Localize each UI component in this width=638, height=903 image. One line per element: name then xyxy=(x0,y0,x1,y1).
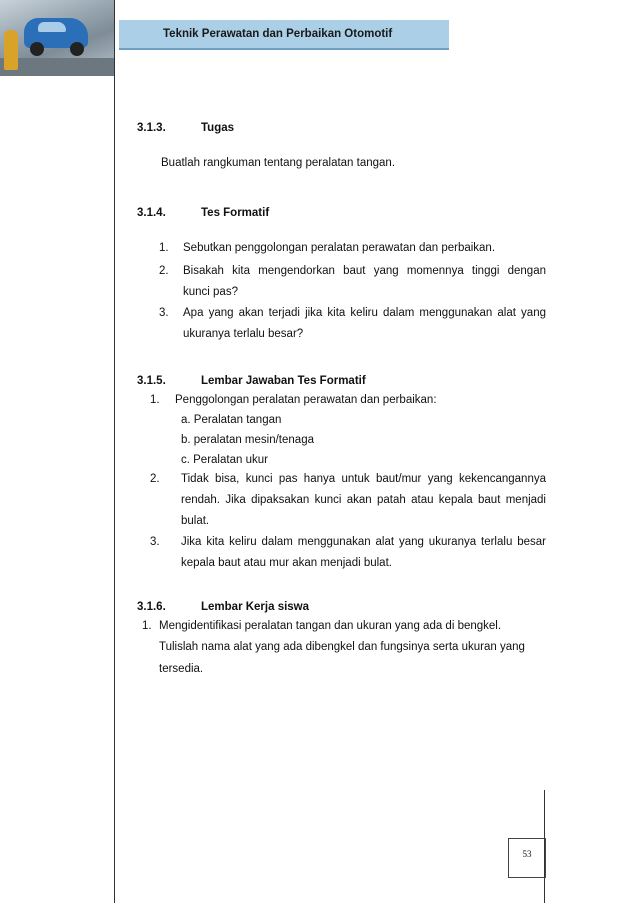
sub-item: c. Peralatan ukur xyxy=(181,454,268,466)
list-item-text: kepala baut atau mur akan menjadi bulat. xyxy=(181,557,392,569)
list-item-number: 3. xyxy=(159,307,169,319)
section-number-313: 3.1.3. xyxy=(137,122,166,134)
page-number: 53 xyxy=(522,849,532,859)
header-workshop-photo xyxy=(0,0,114,76)
margin-rule xyxy=(114,0,115,903)
list-item-text: Penggolongan peralatan perawatan dan perbaikan: xyxy=(175,394,437,406)
list-item-number: 2. xyxy=(159,265,169,277)
section-title-313: Tugas xyxy=(201,122,235,134)
sub-item: b. peralatan mesin/tenaga xyxy=(181,434,314,446)
list-item-text: Bisakah kita mengendorkan baut yang momennya tinggi dengan xyxy=(183,265,546,277)
list-item-number: 3. xyxy=(150,536,160,548)
section-number-316: 3.1.6. xyxy=(137,601,166,613)
list-item-text: Jika kita keliru dalam menggunakan alat yang ukuranya terlalu besar xyxy=(181,536,546,548)
header-title: Teknik Perawatan dan Perbaikan Otomotif xyxy=(163,28,393,40)
photo-wheel xyxy=(70,42,84,56)
section-text-313: Buatlah rangkuman tentang peralatan tangan. xyxy=(161,157,396,169)
section-title-315: Lembar Jawaban Tes Formatif xyxy=(201,375,366,387)
section-number-314: 3.1.4. xyxy=(137,207,166,219)
list-item-text: Mengidentifikasi peralatan tangan dan ukuran yang ada di bengkel. xyxy=(159,620,502,632)
list-item-text: ukuranya terlalu besar? xyxy=(183,328,304,340)
list-item-number: 1. xyxy=(159,242,169,254)
list-item-text: kunci pas? xyxy=(183,286,238,298)
list-item-text: Apa yang akan terjadi jika kita keliru dalam menggunakan alat yang xyxy=(183,307,546,319)
photo-mechanic xyxy=(4,30,18,70)
page-number-box xyxy=(508,838,546,878)
list-item-text: Tidak bisa, kunci pas hanya untuk baut/mur yang kekencangannya xyxy=(181,473,546,485)
list-item-text: Sebutkan penggolongan peralatan perawatan dan perbaikan. xyxy=(183,242,496,254)
section-title-314: Tes Formatif xyxy=(201,207,270,219)
list-item-number: 1. xyxy=(142,620,152,632)
sub-item: a. Peralatan tangan xyxy=(181,414,282,426)
list-item-text: rendah. Jika dipaksakan kunci akan patah atau kepala baut menjadi xyxy=(181,494,546,506)
header-banner xyxy=(119,20,449,50)
paragraph-line: tersedia. xyxy=(159,663,204,675)
list-item-number: 2. xyxy=(150,473,160,485)
section-title-316: Lembar Kerja siswa xyxy=(201,601,310,613)
photo-wheel xyxy=(30,42,44,56)
section-number-315: 3.1.5. xyxy=(137,375,166,387)
paragraph-line: Tulislah nama alat yang ada dibengkel dan fungsinya serta ukuran yang xyxy=(159,641,525,653)
list-item-number: 1. xyxy=(150,394,160,406)
list-item-text: bulat. xyxy=(181,515,210,527)
